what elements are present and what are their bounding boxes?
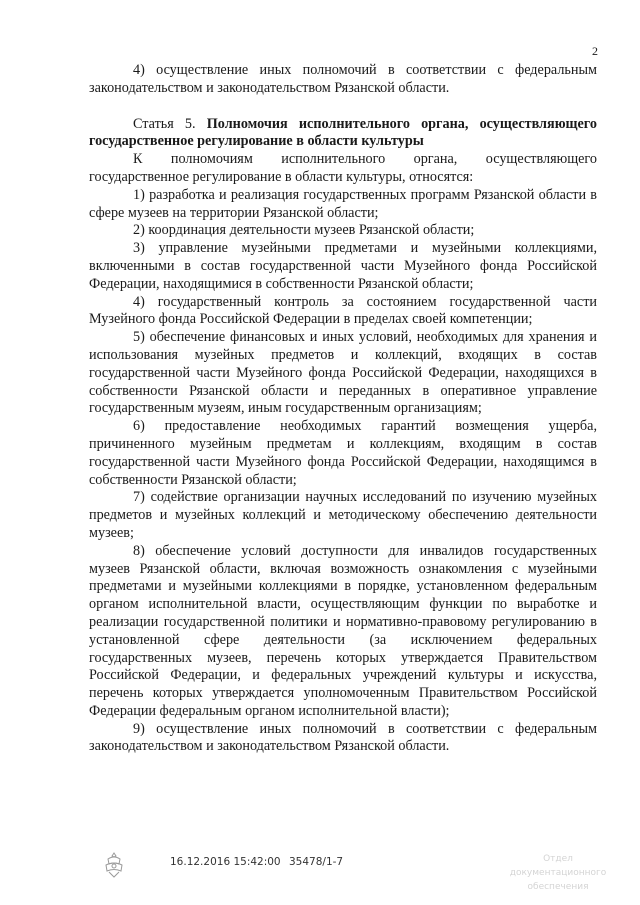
- paragraph-item-8: 8) обеспечение условий доступности для инвалидов государственных музеев Рязанской области, включая возможность ознакомления с музейными предметами и музейными коллекциями в порядке, установленном федеральным органом исполнительной власти, осуществляющим функции по выработке и реализации государственной политики и нормативно-правовому регулированию в установленной сфере деятельности (за исключением федеральных государственных музеев, перечень которых утверждается Правительством Российской Федерации, и федеральных учреждений культуры и искусства, перечень которых утверждается уполномоченным Правительством Российской Федерации федеральным органом исполнительной власти);: [89, 542, 597, 719]
- paragraph-item-7: 7) содействие организации научных исследований по изучению музейных предметов и музейных коллекций и методическому обеспечению деятельности музеев;: [89, 489, 597, 541]
- footer-timestamp: 16.12.2016 15:42:00: [170, 856, 281, 868]
- article-label: Статья 5.: [133, 115, 196, 132]
- paragraph-preamble: К полномочиям исполнительного органа, осуществляющего государственное регулирование в области культуры, относятся:: [89, 151, 597, 185]
- document-body: [89, 62, 597, 756]
- footer-registration-number: 35478/1-7: [289, 856, 344, 868]
- article-heading: [89, 116, 597, 152]
- footer-watermark: Отдел документационного обеспечения: [509, 854, 607, 892]
- paragraph-item-5: 5) обеспечение финансовых и иных условий, необходимых для хранения и использования музейных предметов и коллекций, входящих в состав государственной части Музейного фонда Российской Федерации, находящихся в собственности Рязанской области и переданных в оперативное управление государственным музеям, иным государственным организациям;: [89, 329, 597, 417]
- paragraph-item-2: 2) координация деятельности музеев Рязанской области;: [133, 222, 475, 239]
- paragraph-item-6: 6) предоставление необходимых гарантий возмещения ущерба, причиненного музейным предметам и коллекциям, входящим в состав государственной части Музейного фонда Российской Федерации, находящимся в собственности Рязанской области;: [89, 418, 597, 488]
- article-title: Полномочия исполнительного органа, осуществляющего государственное регулирование в области культуры: [89, 115, 597, 150]
- page-number: 2: [592, 44, 598, 58]
- paragraph-item-4: 4) государственный контроль за состоянием государственной части Музейного фонда Российской Федерации в пределах своей компетенции;: [89, 293, 597, 328]
- paragraph-item-9: 9) осуществление иных полномочий в соответствии с федеральным законодательством и законодательством Рязанской области.: [89, 720, 597, 755]
- paragraph-item-3: 3) управление музейными предметами и музейными коллекциями, включенными в состав государственной части Музейного фонда Российской Федерации, находящимися в собственности Рязанской области;: [89, 240, 597, 292]
- paragraph-item-1: 1) разработка и реализация государственных программ Рязанской области в сфере музеев на территории Рязанской области;: [89, 186, 597, 221]
- intro-paragraph: 4) осуществление иных полномочий в соответствии с федеральным законодательством и законодательством Рязанской области.: [89, 62, 597, 96]
- coat-of-arms-stamp-icon: [102, 852, 126, 878]
